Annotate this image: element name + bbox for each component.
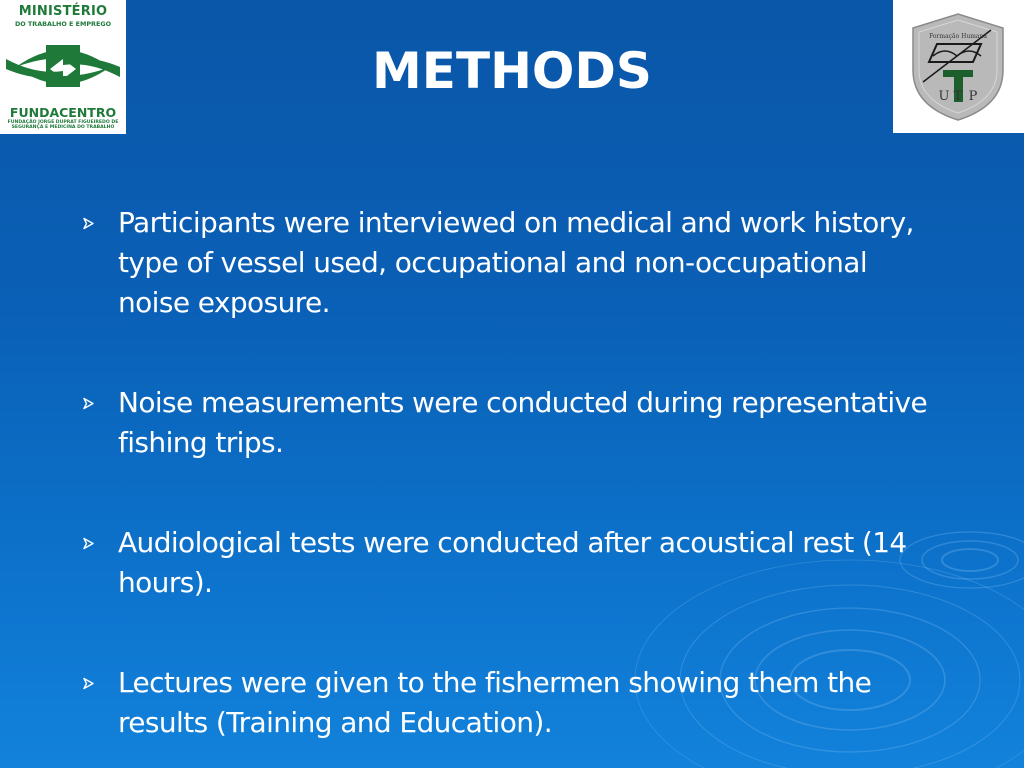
utp-letter-p: P <box>968 89 978 104</box>
bullet-text: Lectures were given to the fishermen showing them the results (Training and Education). <box>118 666 872 739</box>
logo-ministry-subtitle: DO TRABALHO E EMPREGO <box>14 20 112 28</box>
arrow-bullet-icon <box>82 677 95 690</box>
utp-letter-u: U <box>938 89 950 104</box>
arrow-bullet-icon <box>82 397 95 410</box>
logo-ministerio-text: MINISTÉRIO <box>18 4 108 19</box>
logo-fundacentro-text: FUNDACENTRO <box>9 105 117 120</box>
bullet-item <box>82 523 942 603</box>
bullet-text: Noise measurements were conducted during representative fishing trips. <box>118 386 928 459</box>
logo-foundation-fullname: FUNDAÇÃO JORGE DUPRAT FIGUEIREDO DE SEGURANÇA E MEDICINA DO TRABALHO <box>7 120 119 131</box>
bullet-text: Participants were interviewed on medical and work history, type of vessel used, occupational and non-occupational noise exposure. <box>118 206 914 319</box>
utp-letter-t: T <box>953 89 963 104</box>
bullet-text: Audiological tests were conducted after acoustical rest (14 hours). <box>118 526 907 599</box>
arrow-bullet-icon <box>82 217 95 230</box>
bullet-item <box>82 383 942 463</box>
bullet-list <box>82 203 942 768</box>
utp-banner-text: Formação Humana <box>929 33 987 40</box>
bullet-item <box>82 203 942 323</box>
arrow-bullet-icon <box>82 537 95 550</box>
bullet-item <box>82 663 942 743</box>
slide-title: METHODS <box>372 42 652 100</box>
